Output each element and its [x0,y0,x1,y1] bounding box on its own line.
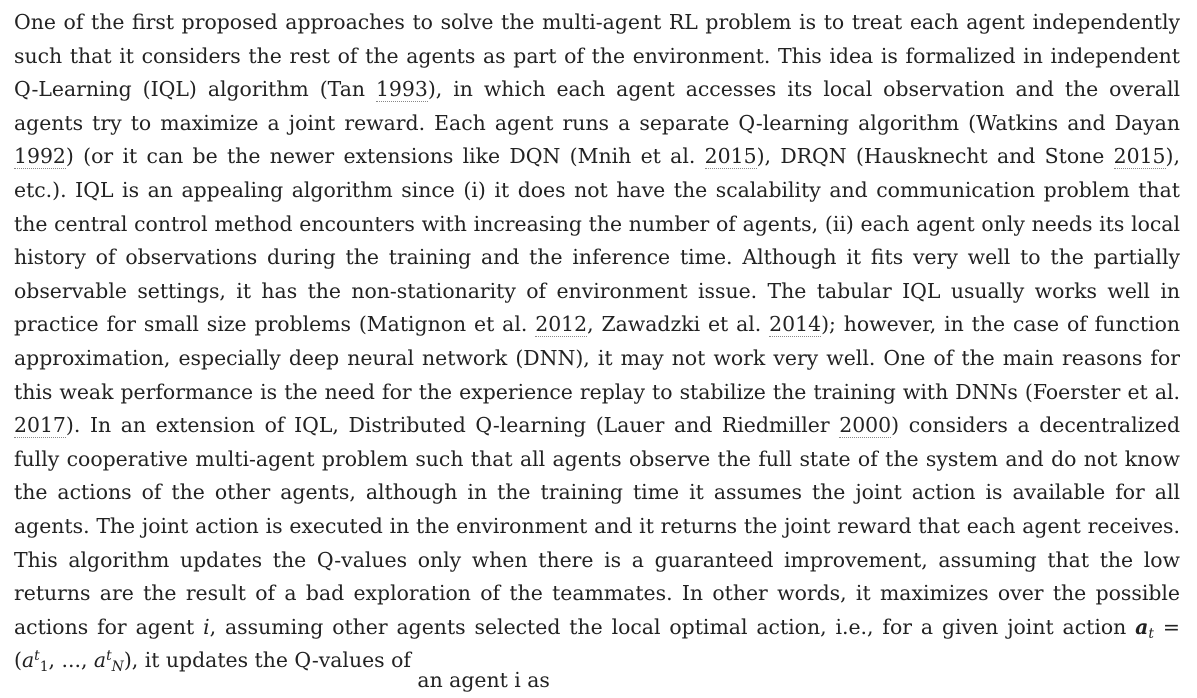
text-segment: ). In an extension of IQL, Distributed Q-learning (Lauer and Riedmiller [65,413,840,438]
citation-lauer-riedmiller-2000[interactable]: 2000 [839,413,892,438]
math-var-aN: a [93,648,107,673]
math-sub-1: 1 [39,659,49,676]
cropped-text-content: an agent i as [417,668,550,693]
math-sup-t: t [106,648,112,665]
cropped-text [417,655,593,693]
text-segment: = ( [14,614,1180,673]
citation-zawadzki-2014[interactable]: 2014 [769,312,822,337]
text-segment: One of the first proposed approaches to solve the multi-agent RL problem is to treat each agent independently such that it considers the rest of the agents as part of the environment. This idea is formalized in independent Q-Learning (IQL) algorithm (Tan [14,10,1180,102]
text-segment: , ..., [48,648,94,673]
body-paragraph [14,6,1180,693]
citation-hausknecht-stone-2015[interactable]: 2015 [1113,144,1166,169]
citation-matignon-2012[interactable]: 2012 [535,312,588,337]
text-segment: , assuming other agents selected the local optimal action, i.e., for a given joint action [209,614,1136,639]
citation-tan-1993[interactable]: 1993 [375,77,428,102]
text-segment: ), it updates the Q-values of [123,648,418,673]
math-sub-t: t [1148,625,1154,642]
math-sub-N: N [111,659,124,676]
text-segment: ), etc.). IQL is an appealing algorithm since (i) it does not have the scalability and communication problem that the central control method encounters with increasing the number of agents, (ii) each agent only needs its local history of observations during the training and the inference time. Although it fits very well to the partially observable settings, it has the non-stationarity of environment issue. The tabular IQL usually works well in practice for small size problems (Matignon et al. [14,144,1180,337]
text-segment: , Zawadzki et al. [587,312,770,337]
text-segment: ), DRQN (Hausknecht and Stone [756,144,1114,169]
math-var-i: i [203,614,210,639]
article-page [14,6,1180,693]
text-segment: ); however, in the case of function approximation, especially deep neural network (DNN), it may not work very well. One of the main reasons for this weak performance is the need for the experience replay to stabilize the training with DNNs (Foerster et al. [14,312,1180,404]
text-segment: ) considers a decentralized fully cooperative multi-agent problem such that all agents observe the full state of the system and do not know the actions of the other agents, although in the training time it assumes the joint action is available for all agents. The joint action is executed in the environment and it returns the joint reward that each agent receives. This algorithm updates the Q-values only when there is a guaranteed improvement, assuming that the low returns are the result of a bad exploration of the teammates. In other words, it maximizes over the possible actions for agent [14,413,1180,639]
citation-foerster-2017[interactable]: 2017 [14,413,66,438]
citation-watkins-dayan-1992[interactable]: 1992 [14,144,66,169]
citation-mnih-2015[interactable]: 2015 [704,144,757,169]
math-sup-t: t [34,648,40,665]
text-segment: ) (or it can be the newer extensions like DQN (Mnih et al. [65,144,705,169]
math-var-a: a [1135,614,1149,639]
text-segment: ), in which each agent accesses its local observation and the overall agents try to maximize a joint reward. Each agent runs a separate Q-learning algorithm (Watkins and Dayan [14,77,1180,135]
math-var-a1: a [21,648,35,673]
